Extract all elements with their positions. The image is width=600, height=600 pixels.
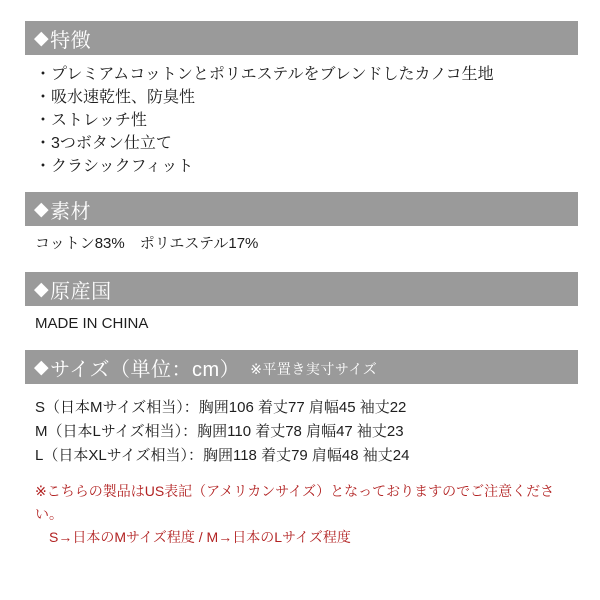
feature-item: ・プレミアムコットンとポリエステルをブレンドしたカノコ生地 (35, 66, 494, 83)
features-header-bar (25, 21, 578, 55)
size-note: ※こちらの製品はUS表記（アメリカンサイズ）となっておりますのでご注意ください。 (35, 483, 555, 522)
material-title: 素材 (50, 200, 92, 223)
feature-item: ・ストレッチ性 (35, 112, 147, 129)
section-features (25, 21, 578, 178)
size-row-s: S（日本Mサイズ相当）：胸囲106 着丈77 肩幅45 袖丈22 (35, 399, 407, 416)
section-material (25, 192, 578, 253)
diamond-icon: ◆ (34, 278, 50, 300)
material-value: コットン83% ポリエステル17% (35, 235, 259, 252)
feature-item: ・クラシックフィット (35, 158, 194, 175)
size-header-bar (25, 350, 578, 384)
section-origin (25, 272, 578, 333)
origin-header-bar (25, 272, 578, 306)
features-list (35, 63, 578, 178)
size-subtitle: ※平置き実寸サイズ (250, 360, 378, 377)
size-caution-notes (35, 480, 578, 549)
origin-title: 原産国 (50, 280, 112, 303)
size-row-l: L（日本XLサイズ相当）：胸囲118 着丈79 肩幅48 袖丈24 (35, 447, 410, 464)
diamond-icon: ◆ (34, 27, 50, 49)
diamond-icon: ◆ (34, 356, 50, 378)
size-title: サイズ（単位：cm） (50, 358, 241, 381)
size-row-m: M（日本Lサイズ相当）：胸囲110 着丈78 肩幅47 袖丈23 (35, 423, 404, 440)
feature-item: ・3つボタン仕立て (35, 135, 172, 152)
origin-value: MADE IN CHINA (35, 315, 149, 332)
section-size (25, 350, 578, 549)
size-table (35, 396, 578, 468)
diamond-icon: ◆ (34, 198, 50, 220)
features-title: 特徴 (50, 29, 92, 52)
material-header-bar (25, 192, 578, 226)
feature-item: ・吸水速乾性、防臭性 (35, 89, 196, 106)
size-note: S→日本のMサイズ程度 / M→日本のLサイズ程度 (49, 529, 351, 545)
